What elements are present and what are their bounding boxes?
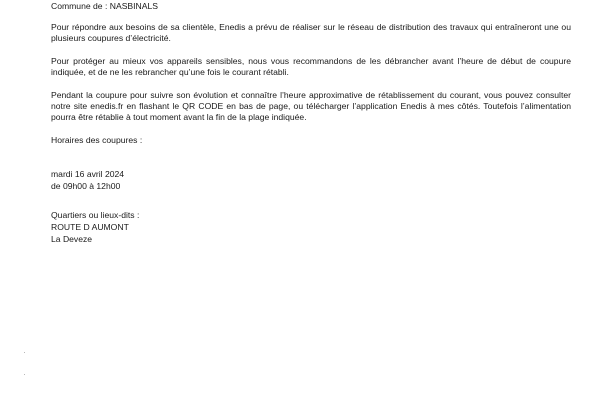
location-item: ROUTE D AUMONT (51, 222, 129, 232)
outage-date: mardi 16 avril 2024 (51, 169, 125, 179)
location-item: La Deveze (51, 234, 93, 244)
information-paragraph: Pendant la coupure pour suivre son évolution et connaître l’heure approximative de rétablissement du courant, vous pouvez consulter notre site enedis.fr en flashant le QR CODE en bas de page, ou télécharger l’application Enedis à mes côtés. Toutefois l’alimentation pourra être rétablie à tout moment avant la fin de la plage indiquée. (51, 90, 571, 122)
outage-time-range: de 09h00 à 12h00 (51, 181, 121, 191)
locations-heading: Quartiers ou lieux-dits : (51, 210, 140, 220)
scan-speck (24, 352, 25, 353)
recommendation-paragraph: Pour protéger au mieux vos appareils sensibles, nous vous recommandons de les débrancher avant l’heure de début de coupure indiquée, et de ne les rebrancher qu’une fois le courant rétabli. (51, 56, 571, 77)
schedule-heading: Horaires des coupures : (51, 135, 143, 145)
scan-speck (24, 374, 25, 375)
intro-paragraph: Pour répondre aux besoins de sa clientèle, Enedis a prévu de réaliser sur le réseau de distribution des travaux qui entraîneront une ou plusieurs coupures d’électricité. (51, 22, 571, 43)
commune-name: Commune de : NASBINALS (51, 1, 158, 11)
